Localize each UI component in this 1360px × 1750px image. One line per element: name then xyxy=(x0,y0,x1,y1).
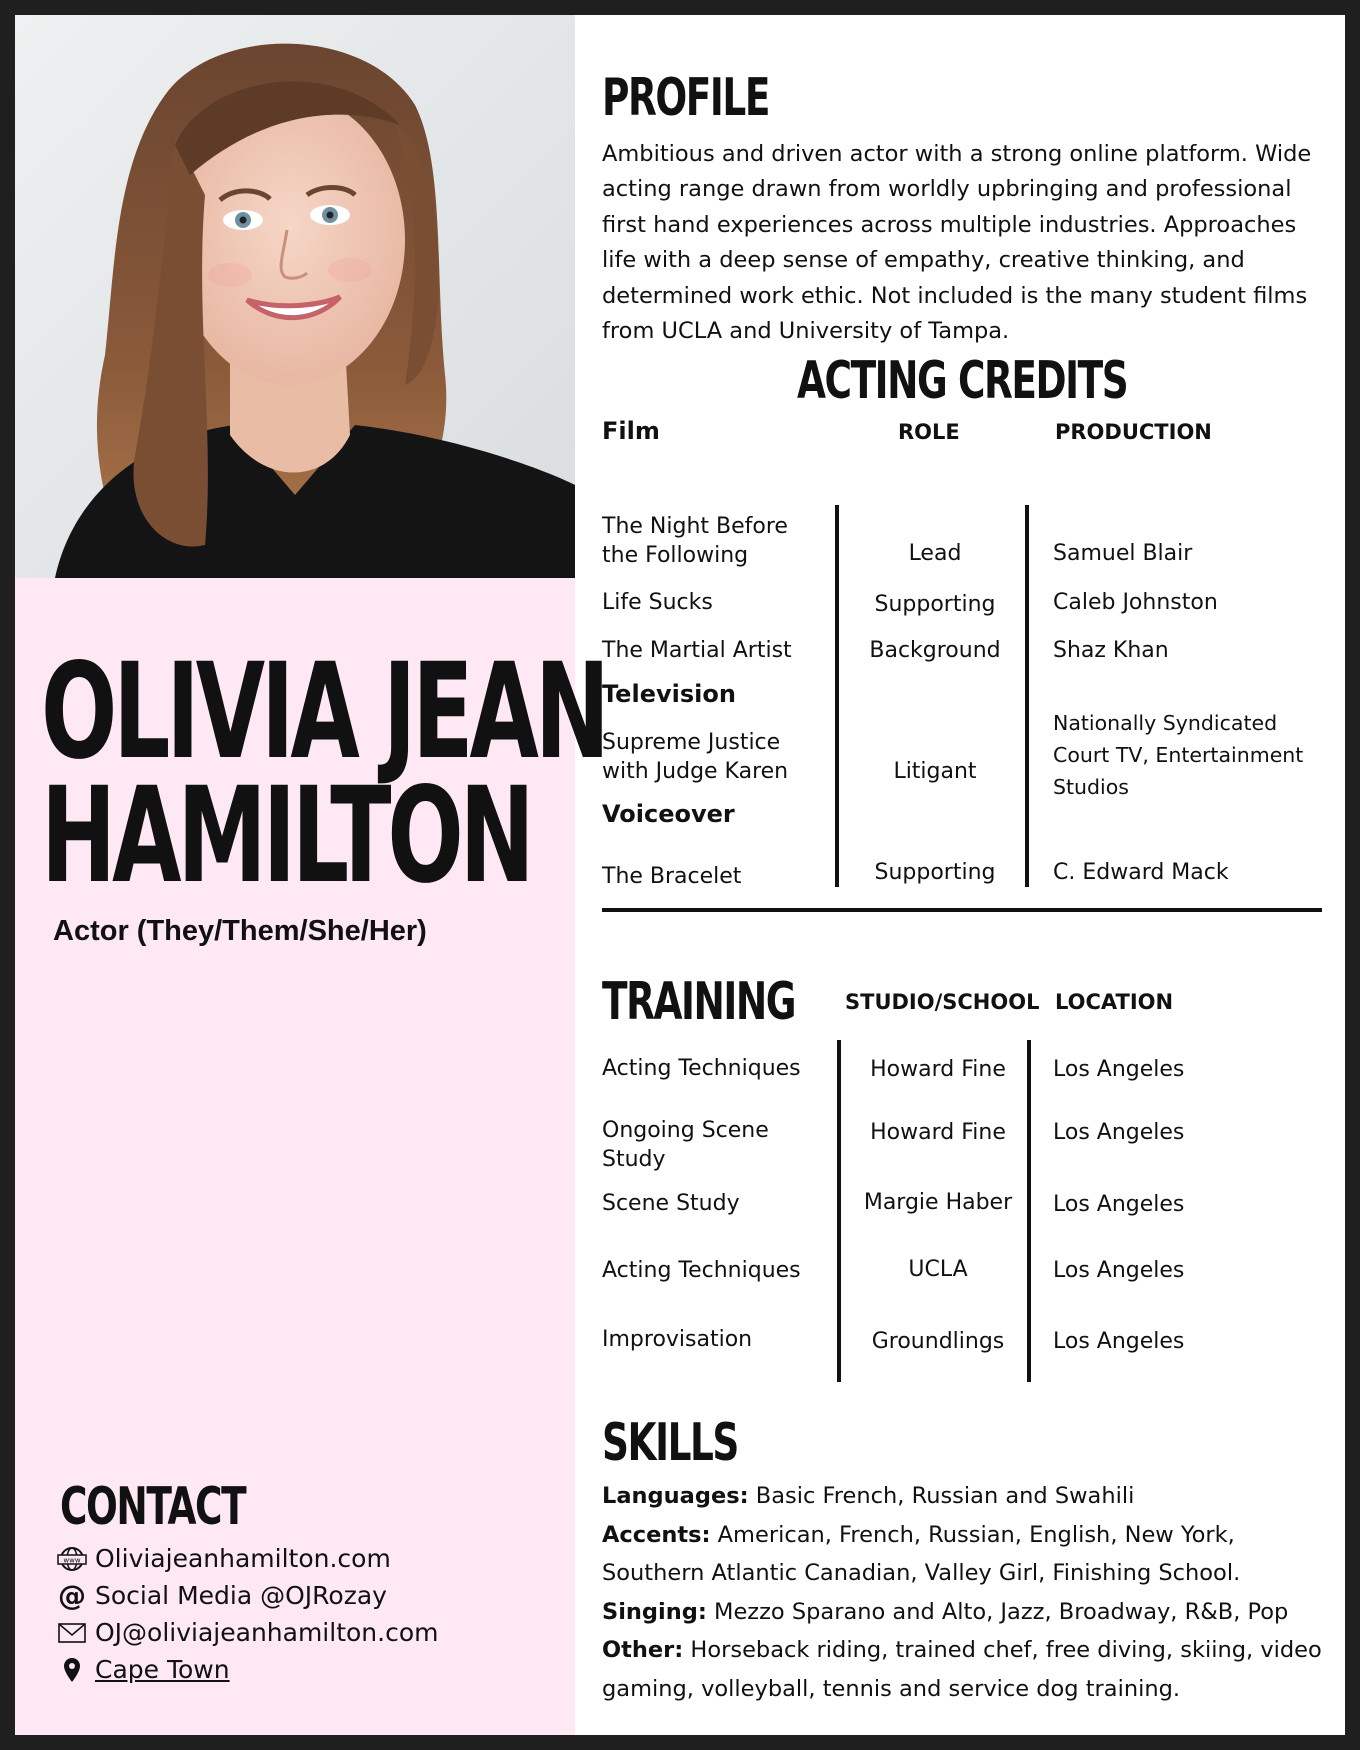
envelope-icon xyxy=(55,1623,89,1643)
profile-text: Ambitious and driven actor with a strong online platform. Wide acting range drawn from worldly upbringing and professional first hand experiences across multiple industries. Approaches life with a deep sense of empathy, creative thinking, and determined work ethic. Not included is the many student films from UCLA and University of Tampa. xyxy=(602,141,1312,345)
voiceover-heading: Voiceover xyxy=(602,800,735,828)
credit-film-role: Background xyxy=(869,638,1001,663)
credit-tv-role: Litigant xyxy=(893,759,977,784)
globe-www-icon xyxy=(55,1546,89,1572)
profile-heading: PROFILE xyxy=(602,68,769,128)
studio-heading: STUDIO/SCHOOL xyxy=(845,990,1040,1014)
skill-other xyxy=(602,1631,1342,1708)
headshot-photo xyxy=(15,15,575,578)
training-studio: Margie Haber xyxy=(863,1190,1013,1215)
skill-languages-text: Basic French, Russian and Swahili xyxy=(748,1483,1135,1509)
training-course: Improvisation xyxy=(602,1327,753,1352)
contact-social-text: Social Media @OJRozay xyxy=(95,1581,387,1610)
training-studio: Howard Fine xyxy=(870,1120,1006,1145)
credit-tv-title: Supreme Justice with Judge Karen xyxy=(602,730,789,784)
skill-singing-label: Singing: xyxy=(602,1598,707,1625)
training-location: Los Angeles xyxy=(1053,1057,1185,1082)
training-course: Acting Techniques xyxy=(602,1258,801,1283)
skill-accents-text: American, French, Russian, English, New York, Southern Atlantic Canadian, Valley Girl, Finishing School. xyxy=(602,1521,1241,1586)
training-location: Los Angeles xyxy=(1053,1258,1185,1283)
skills-heading: SKILLS xyxy=(602,1413,738,1473)
skills-list xyxy=(602,1477,1342,1708)
training-heading: TRAINING xyxy=(602,972,796,1032)
at-sign-icon: @ xyxy=(58,1579,86,1612)
training-location: Los Angeles xyxy=(1053,1192,1185,1217)
svg-text:www: www xyxy=(63,1556,81,1564)
credit-film-production: Caleb Johnston xyxy=(1053,590,1218,615)
credit-film-role: Supporting xyxy=(874,592,996,617)
sidebar xyxy=(15,15,606,1735)
credit-film-title: The Martial Artist xyxy=(602,638,792,663)
skill-singing-text: Mezzo Sparano and Alto, Jazz, Broadway, R&B, Pop xyxy=(706,1598,1289,1625)
contact-website-text: Oliviajeanhamilton.com xyxy=(95,1544,391,1573)
name-line-1: OLIVIA JEAN xyxy=(41,635,606,789)
credit-film-production: Samuel Blair xyxy=(1053,541,1193,566)
skill-languages xyxy=(602,1477,1342,1516)
credit-film-title: The Night Before the Following xyxy=(602,514,788,568)
credit-vo-title: The Bracelet xyxy=(602,864,742,889)
training-course: Acting Techniques xyxy=(602,1056,801,1081)
name-line-2: HAMILTON xyxy=(41,759,531,913)
skill-other-text: Horseback riding, trained chef, free diving, skiing, video gaming, volleyball, tennis and service dog training. xyxy=(602,1637,1322,1702)
map-pin-icon xyxy=(55,1657,89,1683)
location-link[interactable]: Cape Town xyxy=(95,1655,230,1684)
skill-other-label: Other: xyxy=(602,1637,684,1663)
training-location: Los Angeles xyxy=(1053,1120,1185,1145)
skill-accents-label: Accents: xyxy=(602,1521,711,1548)
training-studio: Howard Fine xyxy=(870,1057,1006,1082)
credit-film-title: Life Sucks xyxy=(602,590,713,615)
skill-accents xyxy=(602,1516,1342,1593)
contact-email xyxy=(55,1614,438,1651)
credit-tv-production: Nationally Syndicated Court TV, Entertainment Studios xyxy=(1053,711,1304,799)
training-studio: UCLA xyxy=(908,1257,968,1282)
contact-website xyxy=(55,1540,438,1577)
credit-film-role: Lead xyxy=(908,541,962,566)
resume-page xyxy=(15,15,1345,1735)
acting-credits-heading: ACTING CREDITS xyxy=(797,351,1128,411)
credit-film-production: Shaz Khan xyxy=(1053,638,1169,663)
training-studio: Groundlings xyxy=(871,1329,1005,1354)
training-location: Los Angeles xyxy=(1053,1329,1185,1354)
credit-vo-production: C. Edward Mack xyxy=(1053,860,1229,885)
full-name xyxy=(41,635,606,913)
credit-vo-role: Supporting xyxy=(874,860,996,885)
role-heading: ROLE xyxy=(898,420,960,444)
production-heading: PRODUCTION xyxy=(1055,420,1212,444)
contact-email-text: OJ@oliviajeanhamilton.com xyxy=(95,1618,439,1647)
contact-location xyxy=(55,1651,438,1688)
training-course: Scene Study xyxy=(602,1191,740,1216)
section-divider xyxy=(602,908,1322,912)
contact-social xyxy=(55,1577,438,1614)
skill-singing xyxy=(602,1593,1342,1632)
contact-list xyxy=(55,1540,438,1688)
location-heading: LOCATION xyxy=(1055,990,1174,1014)
training-course: Ongoing Scene Study xyxy=(602,1118,769,1172)
contact-heading: CONTACT xyxy=(60,1477,246,1537)
television-heading: Television xyxy=(602,680,736,708)
skill-languages-label: Languages: xyxy=(602,1483,749,1509)
subtitle: Actor (They/Them/She/Her) xyxy=(53,915,427,947)
film-heading: Film xyxy=(602,417,660,445)
